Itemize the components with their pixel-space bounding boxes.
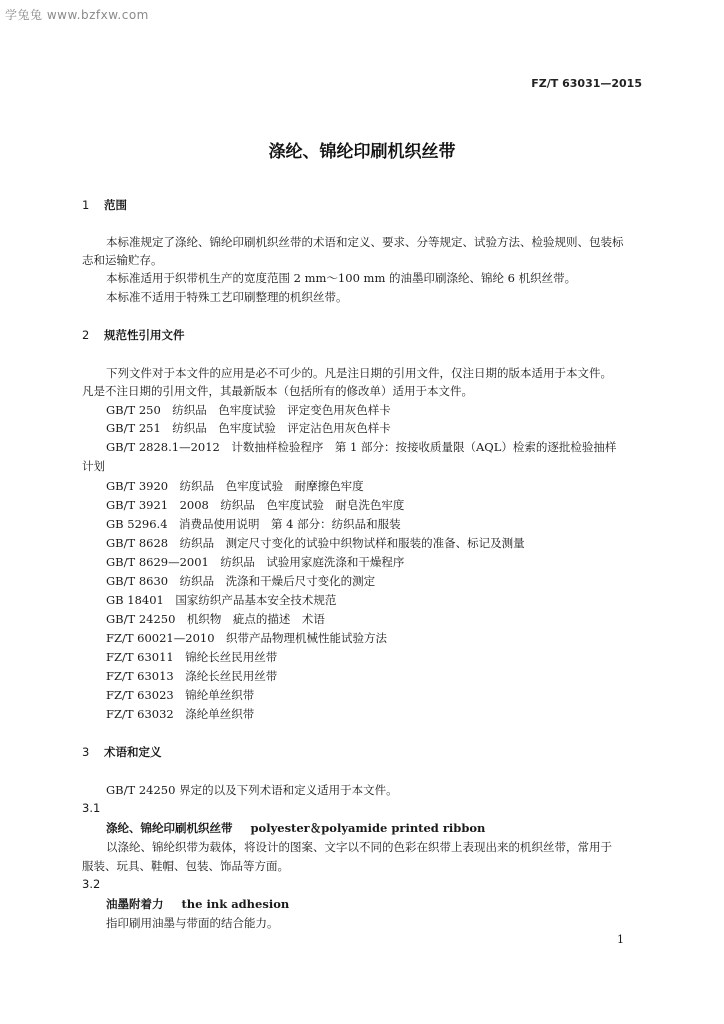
section-1-paragraph: 本标准不适用于特殊工艺印刷整理的机织丝带。	[106, 290, 348, 304]
page-number: 1	[617, 933, 624, 946]
reference-item: FZ/T 63032 涤纶单丝织带	[106, 707, 255, 721]
reference-item: GB/T 8630 纺织品 洗涤和干燥后尺寸变化的测定	[106, 574, 376, 588]
reference-item: FZ/T 60021—2010 织带产品物理机械性能试验方法	[106, 631, 388, 645]
reference-item: GB/T 250 纺织品 色牢度试验 评定变色用灰色样卡	[106, 403, 391, 417]
section-2-number: 2	[82, 328, 90, 342]
section-1-paragraph: 志和运输贮存。	[82, 253, 163, 267]
reference-item: GB/T 24250 机织物 疵点的描述 术语	[106, 612, 325, 626]
reference-item: GB/T 8628 纺织品 测定尺寸变化的试验中织物试样和服装的准备、标记及测量	[106, 536, 525, 550]
term-number: 3.2	[82, 877, 101, 891]
section-1-paragraph: 本标准规定了涤纶、锦纶印刷机织丝带的术语和定义、要求、分等规定、试验方法、检验规则、包装标	[106, 235, 624, 249]
section-3-heading	[82, 744, 162, 760]
reference-item: GB/T 251 纺织品 色牢度试验 评定沾色用灰色样卡	[106, 421, 391, 435]
term-number: 3.1	[82, 801, 101, 815]
reference-item: GB/T 3920 纺织品 色牢度试验 耐摩擦色牢度	[106, 479, 364, 493]
reference-item: GB/T 8629—2001 纺织品 试验用家庭洗涤和干燥程序	[106, 555, 405, 569]
section-2-intro: 下列文件对于本文件的应用是必不可少的。凡是注日期的引用文件，仅注日期的版本适用于本文件。	[106, 366, 612, 380]
term-english: polyester＆polyamide printed ribbon	[250, 821, 486, 835]
document-title: 涤纶、锦纶印刷机织丝带	[268, 142, 456, 162]
reference-item: FZ/T 63011 锦纶长丝民用丝带	[106, 650, 278, 664]
reference-item: FZ/T 63013 涤纶长丝民用丝带	[106, 669, 278, 683]
section-1-title: 范围	[104, 198, 127, 212]
reference-item: GB 5296.4 消费品使用说明 第 4 部分：纺织品和服装	[106, 517, 401, 531]
term-definition: 指印刷用油墨与带面的结合能力。	[106, 916, 279, 930]
watermark-text: 学兔兔 www.bzfxw.com	[5, 8, 149, 22]
section-2-title: 规范性引用文件	[104, 328, 185, 342]
term-definition: 服装、玩具、鞋帽、包装、饰品等方面。	[82, 859, 289, 873]
reference-item: FZ/T 63023 锦纶单丝织带	[106, 688, 255, 702]
section-3-intro: GB/T 24250 界定的以及下列术语和定义适用于本文件。	[106, 783, 398, 797]
term-chinese: 油墨附着力	[106, 897, 164, 911]
reference-item-continuation: 计划	[82, 459, 105, 473]
section-3-title: 术语和定义	[104, 745, 162, 759]
section-3-number: 3	[82, 745, 90, 759]
section-2-heading	[82, 327, 185, 343]
reference-item: GB/T 2828.1—2012 计数抽样检验程序 第 1 部分：按接收质量限（AQL）检索的逐批检验抽样	[106, 440, 617, 454]
term-heading	[106, 896, 289, 912]
section-2-intro: 凡是不注日期的引用文件，其最新版本（包括所有的修改单）适用于本文件。	[82, 384, 473, 398]
reference-item: GB/T 3921 2008 纺织品 色牢度试验 耐皂洗色牢度	[106, 498, 405, 512]
section-1-heading	[82, 197, 127, 213]
term-heading	[106, 820, 485, 836]
section-1-number: 1	[82, 198, 90, 212]
standard-code: FZ/T 63031—2015	[531, 77, 642, 90]
term-chinese: 涤纶、锦纶印刷机织丝带	[106, 821, 233, 835]
reference-item: GB 18401 国家纺织产品基本安全技术规范	[106, 593, 337, 607]
term-english: the ink adhesion	[181, 897, 290, 911]
term-definition: 以涤纶、锦纶织带为载体，将设计的图案、文字以不同的色彩在织带上表现出来的机织丝带，常用于	[106, 840, 612, 854]
section-1-paragraph: 本标准适用于织带机生产的宽度范围 2 mm～100 mm 的油墨印刷涤纶、锦纶 6 机织丝带。	[106, 271, 577, 285]
